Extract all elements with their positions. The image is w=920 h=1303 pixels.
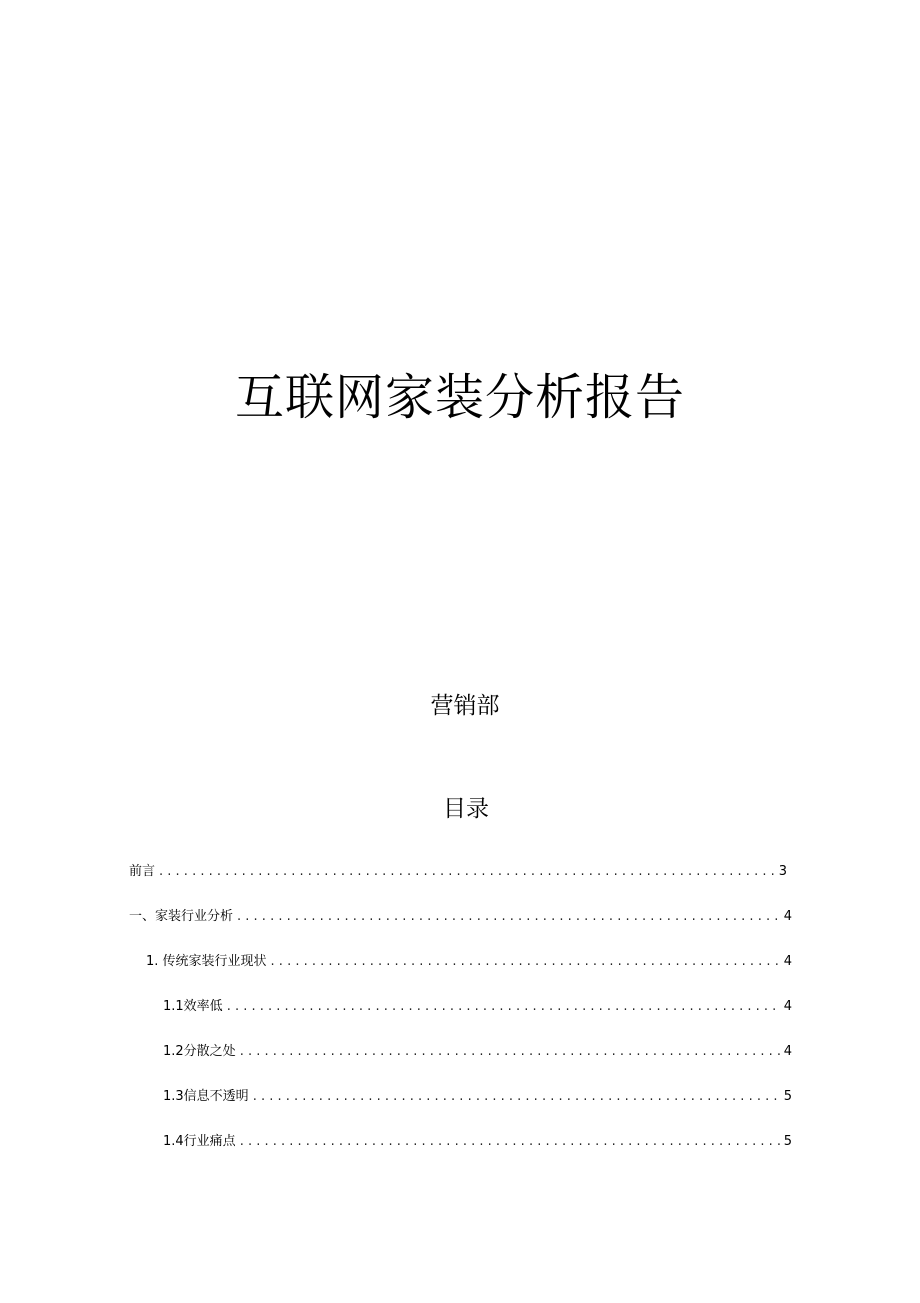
toc-entry-label: 1.3信息不透明	[163, 1089, 249, 1104]
toc-leader-dots	[253, 1087, 780, 1107]
toc-entry-low-efficiency[interactable]	[163, 997, 792, 1017]
toc-entry-label: 1.2分散之处	[163, 1044, 236, 1059]
toc-leader-dots	[227, 997, 780, 1017]
toc-leader-dots	[271, 952, 780, 972]
toc-leader-dots	[159, 862, 775, 882]
toc-entry-opacity[interactable]	[163, 1087, 792, 1107]
toc-leader-dots	[237, 907, 780, 927]
department-name: 营销部	[430, 693, 500, 719]
toc-entry-label: 1.1效率低	[163, 999, 223, 1014]
toc-entry-industry-analysis[interactable]	[129, 907, 792, 927]
toc-leader-dots	[240, 1042, 780, 1062]
toc-entry-page: 4	[783, 954, 792, 969]
toc-entry-fragmentation[interactable]	[163, 1042, 792, 1062]
toc-entry-page: 5	[783, 1134, 792, 1149]
toc-leader-dots	[240, 1132, 780, 1152]
toc-entry-label: 前言	[129, 864, 156, 879]
toc-entry-page: 4	[783, 909, 792, 924]
toc-entry-label: 1. 传统家装行业现状	[146, 954, 267, 969]
report-title: 互联网家装分析报告	[234, 369, 685, 426]
toc-heading: 目录	[443, 796, 489, 822]
toc-entry-page: 4	[783, 1044, 792, 1059]
toc-entry-traditional-status[interactable]	[146, 952, 792, 972]
toc-entry-label: 一、家装行业分析	[129, 909, 234, 924]
toc-entry-page: 4	[783, 999, 792, 1014]
toc-entry-page: 5	[783, 1089, 792, 1104]
toc-entry-preface[interactable]	[129, 862, 787, 882]
toc-entry-label: 1.4行业痛点	[163, 1134, 236, 1149]
toc-entry-page: 3	[778, 864, 787, 879]
toc-entry-pain-points[interactable]	[163, 1132, 792, 1152]
